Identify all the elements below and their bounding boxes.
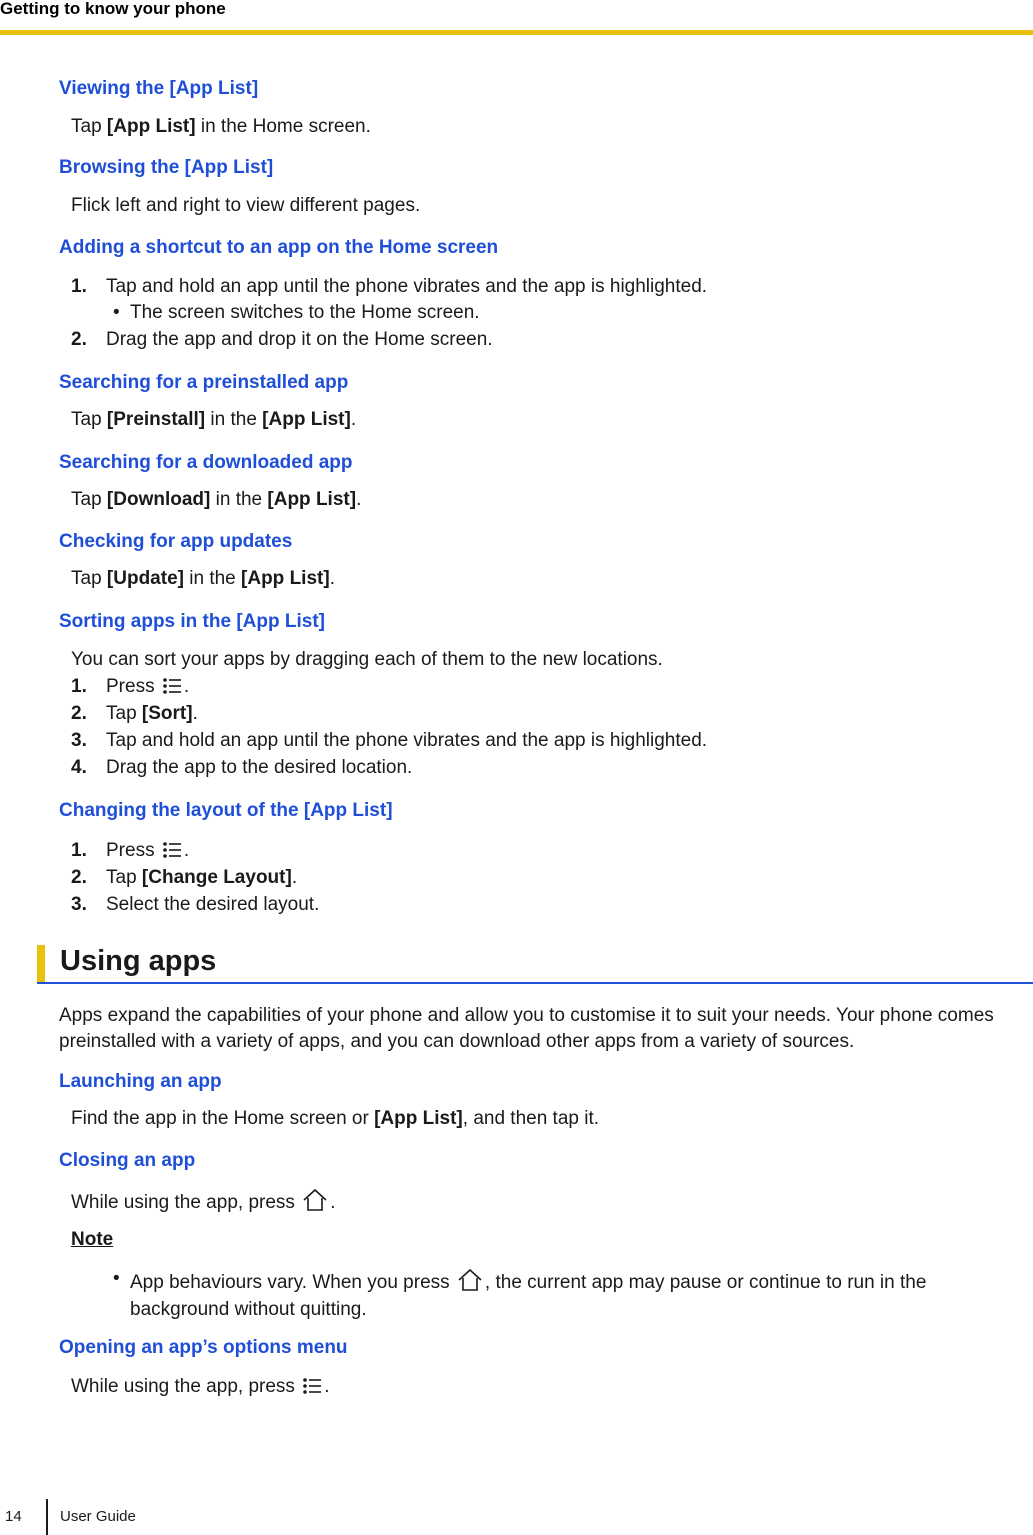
- text: .: [183, 840, 190, 861]
- step-text: [106, 840, 189, 862]
- text: Tap: [71, 568, 107, 589]
- text: Press: [106, 676, 160, 697]
- ui-ref: [App List]: [106, 116, 196, 137]
- step-number: 1.: [71, 276, 87, 297]
- text: Tap: [71, 116, 107, 137]
- ui-ref: [Update]: [106, 568, 184, 589]
- text: While using the app, press: [71, 1376, 301, 1397]
- note-text: [130, 1268, 1010, 1323]
- para-search-downloaded: [71, 489, 361, 511]
- para-viewing: [71, 116, 371, 138]
- text: .: [329, 568, 335, 589]
- heading-search-downloaded: Searching for a downloaded app: [59, 452, 353, 473]
- heading-browsing-app-list: Browsing the [App List]: [59, 157, 274, 178]
- heading-sorting-apps: Sorting apps in the [App List]: [59, 611, 325, 632]
- text: While using the app, press: [71, 1192, 301, 1213]
- header-rule: [0, 30, 1033, 35]
- para-search-preinstalled: [71, 409, 356, 431]
- heading-adding-shortcut: Adding a shortcut to an app on the Home screen: [59, 237, 499, 258]
- text: .: [324, 1376, 330, 1397]
- text: Press: [106, 840, 160, 861]
- text: .: [350, 409, 357, 430]
- text: Tap: [106, 703, 142, 724]
- bullet-dot: •: [113, 1268, 120, 1289]
- step-text: Select the desired layout.: [106, 894, 320, 915]
- text: , the current app may pause or continue to run in the background without quitting.: [130, 1272, 927, 1320]
- para-closing: [71, 1188, 335, 1214]
- text: Find the app in the Home screen or: [71, 1108, 375, 1129]
- heading-app-updates: Checking for app updates: [59, 531, 293, 552]
- step-text: Tap and hold an app until the phone vibrates and the app is highlighted.: [106, 730, 708, 751]
- note-label: Note: [71, 1229, 114, 1250]
- step-number: 2.: [71, 329, 87, 350]
- step-number: 3.: [71, 730, 87, 751]
- step-text: [106, 676, 189, 698]
- heading-search-preinstalled: Searching for a preinstalled app: [59, 372, 349, 393]
- heading-closing-app: Closing an app: [59, 1150, 196, 1171]
- ui-ref: [Sort]: [141, 703, 193, 724]
- ui-ref: [Preinstall]: [106, 409, 206, 430]
- heading-change-layout: Changing the layout of the [App List]: [59, 800, 393, 821]
- para-options-menu: [71, 1376, 329, 1398]
- ui-ref: [Download]: [106, 489, 211, 510]
- step-text: [106, 867, 297, 889]
- para-browsing: Flick left and right to view different pages.: [71, 195, 421, 216]
- para-sorting-intro: You can sort your apps by dragging each of them to the new locations.: [71, 649, 663, 670]
- ui-ref: [App List]: [374, 1108, 463, 1129]
- text: .: [291, 867, 298, 888]
- step-number: 3.: [71, 894, 87, 915]
- bullet-dot: •: [113, 302, 120, 323]
- page-number: 14: [5, 1508, 22, 1525]
- step-text: Drag the app to the desired location.: [106, 757, 413, 778]
- text: .: [183, 676, 190, 697]
- menu-icon: [302, 1376, 322, 1396]
- page-header-title: Getting to know your phone: [0, 0, 226, 18]
- text: Tap: [106, 867, 142, 888]
- ui-ref: [App List]: [262, 409, 351, 430]
- step-number: 1.: [71, 676, 87, 697]
- step-number: 2.: [71, 867, 87, 888]
- text: , and then tap it.: [462, 1108, 600, 1129]
- step-text: Drag the app and drop it on the Home screen.: [106, 329, 493, 350]
- page-header: [0, 0, 1033, 36]
- step-number: 1.: [71, 840, 87, 861]
- section-accent-bar: [37, 945, 45, 983]
- step-text: Tap and hold an app until the phone vibrates and the app is highlighted.: [106, 276, 708, 297]
- using-apps-intro: Apps expand the capabilities of your phone and allow you to customise it to suit your needs. Your phone comes preinstalled with a variety of apps, and you can download other apps from a variety of sources.: [59, 1005, 994, 1052]
- text: .: [356, 489, 362, 510]
- step-text: [106, 703, 198, 725]
- ui-ref: [Change Layout]: [141, 867, 292, 888]
- home-icon: [457, 1268, 483, 1292]
- text: App behaviours vary. When you press: [130, 1272, 455, 1293]
- step-number: 4.: [71, 757, 87, 778]
- bullet-text: The screen switches to the Home screen.: [130, 302, 480, 323]
- text: in the: [183, 568, 242, 589]
- menu-icon: [162, 676, 182, 696]
- home-icon: [302, 1188, 328, 1212]
- footer-divider: [46, 1499, 48, 1535]
- section-title-using-apps: Using apps: [60, 945, 217, 977]
- menu-icon: [162, 840, 182, 860]
- para-app-updates: [71, 568, 335, 590]
- text: in the: [205, 409, 263, 430]
- text: Tap: [71, 489, 107, 510]
- section-rule: [37, 982, 1033, 984]
- ui-ref: [App List]: [241, 568, 330, 589]
- heading-options-menu: Opening an app’s options menu: [59, 1337, 348, 1358]
- text: in the Home screen.: [195, 116, 371, 137]
- para-launching: [71, 1108, 599, 1130]
- text: Tap: [71, 409, 107, 430]
- text: in the: [210, 489, 268, 510]
- heading-viewing-app-list: Viewing the [App List]: [59, 78, 259, 99]
- ui-ref: [App List]: [267, 489, 357, 510]
- text: .: [330, 1192, 336, 1213]
- footer-label: User Guide: [60, 1508, 136, 1525]
- step-number: 2.: [71, 703, 87, 724]
- text: .: [192, 703, 198, 724]
- heading-launching-app: Launching an app: [59, 1071, 222, 1092]
